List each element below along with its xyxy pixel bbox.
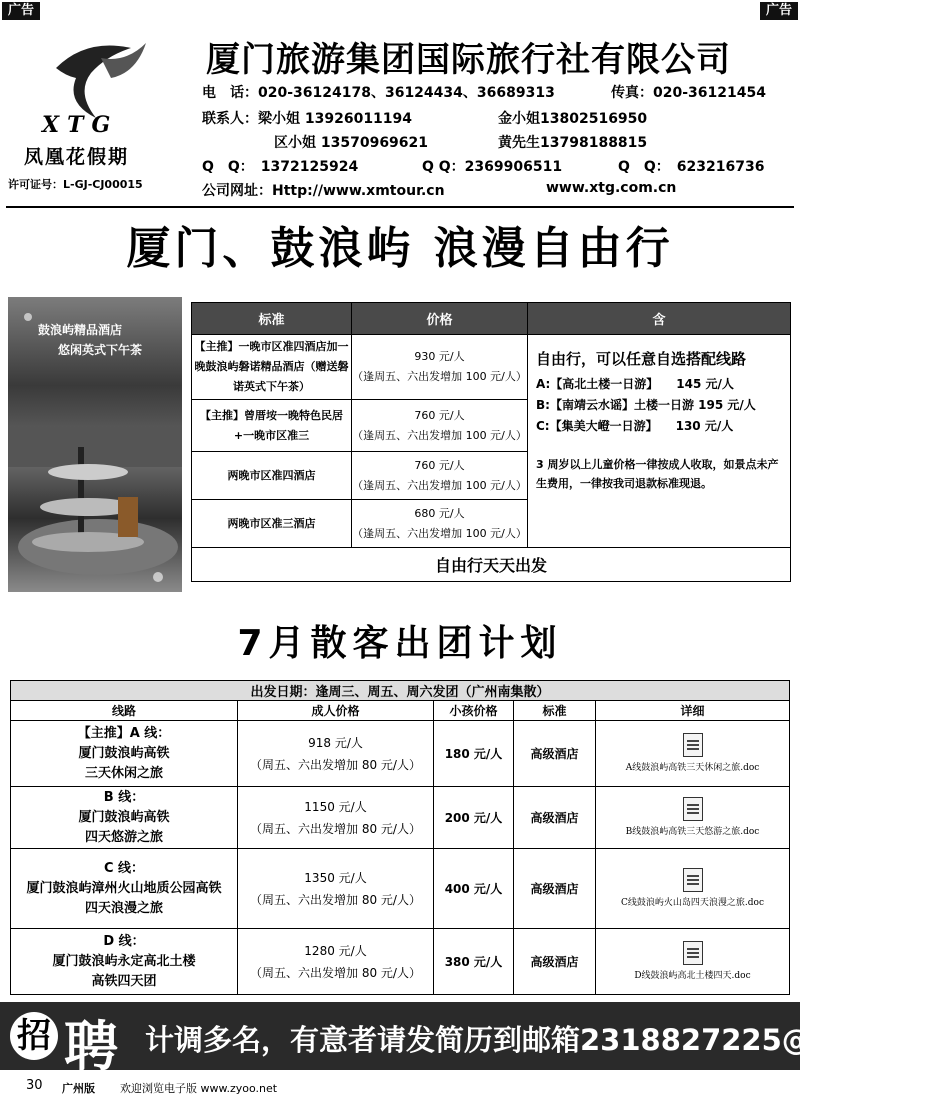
company-name: 厦门旅游集团国际旅行社有限公司 <box>206 40 731 80</box>
col-adult-price: 成人价格 <box>238 701 434 721</box>
brand-name: 凤凰花假期 <box>24 146 130 168</box>
contact-qu: 区小姐 13570969621 <box>274 135 429 151</box>
doc-attachment[interactable] <box>596 721 790 787</box>
child-price: 380 元/人 <box>434 929 514 995</box>
page-footer <box>0 1076 800 1098</box>
adult-price-note: （周五、六出发增加 80 元/人） <box>250 757 421 772</box>
hotel-tea-photo <box>8 297 182 592</box>
page-number: 30 <box>26 1078 43 1093</box>
recruit-char-zhao: 招 <box>10 1012 58 1060</box>
adult-price: 918 元/人 <box>308 735 363 750</box>
doc-attachment[interactable] <box>596 849 790 929</box>
route-cell <box>11 849 238 929</box>
group-tour-table <box>10 680 790 995</box>
route-line-1: 【主推】A 线： <box>77 725 171 741</box>
include-title: 自由行，可以任意自选搭配线路 <box>536 350 747 368</box>
word-document-icon[interactable] <box>683 868 703 892</box>
price-value: 760 元/人 <box>414 458 465 472</box>
photo-caption-1: 鼓浪屿精品酒店 <box>38 323 123 337</box>
table-row <box>11 849 790 929</box>
route-line-3: 四天悠游之旅 <box>84 829 163 845</box>
price-cell <box>352 400 528 452</box>
adult-price-cell <box>238 787 434 849</box>
contact-line-1 <box>202 108 412 128</box>
phone-label: 电 话： <box>202 85 258 101</box>
price-note: （逢周五、六出发增加 100 元/人） <box>352 478 527 492</box>
contact-liang: 梁小姐 13926011194 <box>258 111 413 127</box>
table-row <box>11 929 790 995</box>
recruit-char-pin: 聘 <box>64 1015 118 1078</box>
price-note: （逢周五、六出发增加 100 元/人） <box>352 370 527 383</box>
price-note: （逢周五、六出发增加 100 元/人） <box>352 526 527 540</box>
col-route: 线路 <box>11 701 238 721</box>
route-line-2: 厦门鼓浪屿漳州火山地质公园高铁 <box>26 880 222 896</box>
word-document-icon[interactable] <box>683 941 703 965</box>
table-row <box>11 787 790 849</box>
adult-price: 1150 元/人 <box>304 799 367 814</box>
route-line-1: C 线： <box>103 860 145 876</box>
photo-caption-2: 悠闲英式下午茶 <box>58 343 143 357</box>
word-document-icon[interactable] <box>683 797 703 821</box>
std-cell: 两晚市区准三酒店 <box>192 500 352 548</box>
std-cell: 【主推】曾厝垵一晚特色民居+一晚市区准三 <box>192 400 352 452</box>
daily-departure: 自由行天天出发 <box>192 548 791 582</box>
doc-filename[interactable]: D线鼓浪屿高北土楼四天.doc <box>634 971 751 981</box>
adult-price-cell <box>238 849 434 929</box>
table-row <box>11 721 790 787</box>
route-line-1: B 线： <box>103 789 145 805</box>
route-line-3: 高铁四天团 <box>91 973 157 989</box>
hotel-standard: 高级酒店 <box>514 787 596 849</box>
price-cell <box>352 500 528 548</box>
website-footer[interactable]: 欢迎浏览电子版 www.zyoo.net <box>120 1082 278 1095</box>
departure-dates: 出发日期：逢周三、周五、周六发团（广州南集散） <box>11 681 790 701</box>
fax: 传真：020-36121454 <box>611 85 766 101</box>
child-price: 400 元/人 <box>434 849 514 929</box>
qq-3: Q Q： 623216736 <box>618 159 765 175</box>
route-line-1: D 线： <box>103 933 145 949</box>
logo-text: XTG <box>42 112 119 138</box>
website-1[interactable]: 公司网址：Http://www.xmtour.cn <box>202 183 445 199</box>
phone-line <box>202 82 555 102</box>
contact-huang: 黄先生13798188815 <box>498 135 648 151</box>
contact-jin: 金小姐13802516950 <box>498 111 648 127</box>
price-note: （逢周五、六出发增加 100 元/人） <box>352 428 527 442</box>
phone-numbers: 020-36124178、36124434、36689313 <box>258 85 555 101</box>
route-line-2: 厦门鼓浪屿永定高北土楼 <box>52 953 196 969</box>
col-standard: 标准 <box>192 303 352 335</box>
col-detail: 详细 <box>596 701 790 721</box>
col-price: 价格 <box>352 303 528 335</box>
hotel-standard: 高级酒店 <box>514 929 596 995</box>
doc-attachment[interactable] <box>596 929 790 995</box>
route-line-2: 厦门鼓浪屿高铁 <box>78 809 170 825</box>
adult-price: 1280 元/人 <box>304 943 367 958</box>
section1-title: 厦门、鼓浪屿 浪漫自由行 <box>126 223 674 274</box>
adult-price-note: （周五、六出发增加 80 元/人） <box>250 892 421 907</box>
price-cell <box>352 452 528 500</box>
ad-tag-left: 广告 <box>2 2 40 20</box>
price-value: 680 元/人 <box>414 506 465 520</box>
price-cell <box>352 335 528 400</box>
qq-1: Q Q： 1372125924 <box>202 159 359 175</box>
route-cell <box>11 929 238 995</box>
include-b: B:【南靖云水谣】土楼一日游 195 元/人 <box>536 398 756 412</box>
doc-filename[interactable]: C线鼓浪屿火山岛四天浪漫之旅.doc <box>621 898 764 908</box>
recruitment-banner <box>0 1002 931 1078</box>
adult-price: 1350 元/人 <box>304 870 367 885</box>
license-number: 许可证号：L-GJ-CJ00015 <box>8 178 143 191</box>
adult-price-note: （周五、六出发增加 80 元/人） <box>250 821 421 836</box>
hotel-standard: 高级酒店 <box>514 849 596 929</box>
col-hotel: 标准 <box>514 701 596 721</box>
doc-filename[interactable]: A线鼓浪屿高铁三天休闲之旅.doc <box>625 763 760 773</box>
price-value: 930 元/人 <box>414 350 465 363</box>
edition-label: 广州版 <box>62 1082 95 1095</box>
std-cell: 两晚市区准四酒店 <box>192 452 352 500</box>
route-cell <box>11 787 238 849</box>
col-include: 含 <box>528 303 791 335</box>
website-2[interactable]: www.xtg.com.cn <box>546 180 677 196</box>
section2-title: 7月散客出团计划 <box>237 623 563 664</box>
word-document-icon[interactable] <box>683 733 703 757</box>
include-cell <box>528 335 791 548</box>
route-line-3: 四天浪漫之旅 <box>84 900 163 916</box>
child-price: 180 元/人 <box>434 721 514 787</box>
table-row <box>192 335 791 400</box>
qq-2: Q Q：2369906511 <box>422 159 563 175</box>
hotel-standard: 高级酒店 <box>514 721 596 787</box>
route-line-3: 三天休闲之旅 <box>84 765 163 781</box>
adult-price-note: （周五、六出发增加 80 元/人） <box>250 965 421 980</box>
price-value: 760 元/人 <box>414 408 465 422</box>
adult-price-cell <box>238 929 434 995</box>
contact-label: 联系人： <box>202 111 258 127</box>
doc-attachment[interactable] <box>596 787 790 849</box>
include-c: C:【集美大嶝一日游】 130 元/人 <box>536 419 734 433</box>
recruit-message: 计调多名，有意者请发简历到邮箱2318827225@qq.com <box>145 1023 931 1057</box>
logo-block <box>6 20 196 206</box>
free-travel-table <box>191 302 791 582</box>
adult-price-cell <box>238 721 434 787</box>
ad-tag-right: 广告 <box>760 2 798 20</box>
include-a: A:【高北土楼一日游】 145 元/人 <box>536 377 734 391</box>
include-note: 3 周岁以上儿童价格一律按成人收取，如景点未产生费用，一律按我司退款标准现退。 <box>536 458 779 490</box>
route-cell <box>11 721 238 787</box>
child-price: 200 元/人 <box>434 787 514 849</box>
doc-filename[interactable]: B线鼓浪屿高铁三天悠游之旅.doc <box>625 827 760 837</box>
col-child-price: 小孩价格 <box>434 701 514 721</box>
std-cell: 【主推】一晚市区准四酒店加一晚鼓浪屿磐诺精品酒店（赠送磐诺英式下午茶） <box>192 335 352 400</box>
route-line-2: 厦门鼓浪屿高铁 <box>78 745 170 761</box>
company-header <box>6 20 794 208</box>
